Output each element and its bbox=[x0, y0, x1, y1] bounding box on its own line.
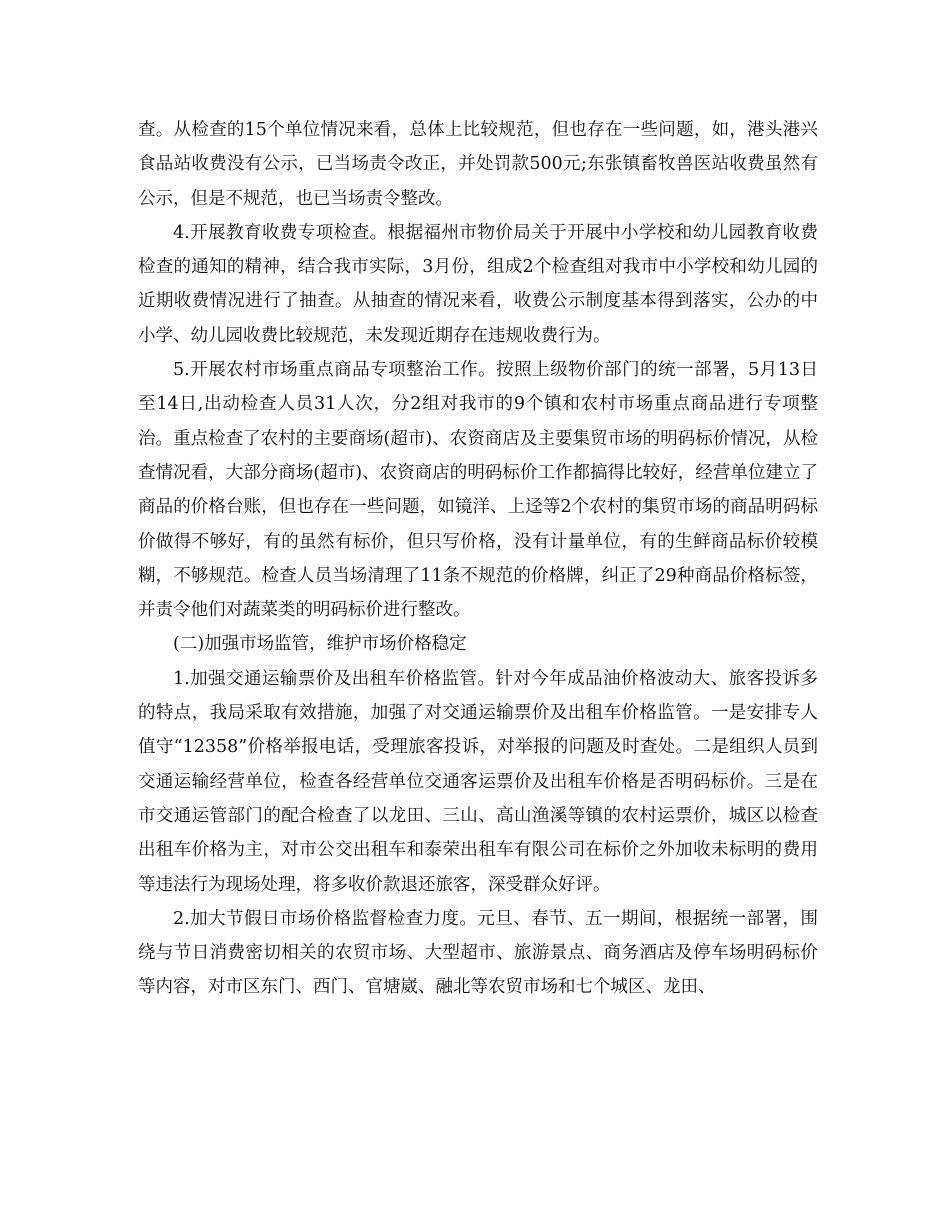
paragraph-1: 查。从检查的15个单位情况来看，总体上比较规范，但也存在一些问题，如，港头港兴食品站收费没有公示，已当场责令改正，并处罚款500元;东张镇畜牧兽医站收费虽然有公示，但是不规范，也已当场责令整改。 bbox=[138, 120, 818, 209]
document-body bbox=[138, 113, 818, 1005]
section-heading: (二)加强市场监管，维护市场价格稳定 bbox=[173, 634, 467, 655]
paragraph-5: 1.加强交通运输票价及出租车价格监管。针对今年成品油价格波动大、旅客投诉多的特点，我局采取有效措施，加强了对交通运输票价及出租车价格监管。一是安排专人值守“12358”价格举报电话，受理旅客投诉，对举报的问题及时查处。二是组织人员到交通运输经营单位，检查各经营单位交通客运票价及出租车价格是否明码标价。三是在市交通运管部门的配合检查了以龙田、三山、高山渔溪等镇的农村运票价，城区以检查出租车价格为主，对市公交出租车和泰荣出租车有限公司在标价之外加收未标明的费用等违法行为现场处理，将多收价款退还旅客，深受群众好评。 bbox=[138, 668, 818, 895]
paragraph-3: 5.开展农村市场重点商品专项整治工作。按照上级物价部门的统一部署，5月13日至14日,出动检查人员31人次，分2组对我市的9个镇和农村市场重点商品进行专项整治。重点检查了农村的主要商场(超市)、农资商店及主要集贸市场的明码标价情况，从检查情况看，大部分商场(超市)、农资商店的明码标价工作都搞得比较好，经营单位建立了商品的价格台账，但也存在一些问题，如镜洋、上迳等2个农村的集贸市场的商品明码标价做得不够好，有的虽然有标价，但只写价格，没有计量单位，有的生鲜商品标价较模糊，不够规范。检查人员当场清理了11条不规范的价格牌，纠正了29种商品价格标签，并责令他们对蔬菜类的明码标价进行整改。 bbox=[138, 360, 818, 621]
paragraph-2: 4.开展教育收费专项检查。根据福州市物价局关于开展中小学校和幼儿园教育收费检查的通知的精神，结合我市实际，3月份，组成2个检查组对我市中小学校和幼儿园的近期收费情况进行了抽查。从抽查的情况来看，收费公示制度基本得到落实，公办的中小学、幼儿园收费比较规范，未发现近期存在违规收费行为。 bbox=[138, 222, 818, 346]
paragraph-6: 2.加大节假日市场价格监督检查力度。元旦、春节、五一期间，根据统一部署，围绕与节日消费密切相关的农贸市场、大型超市、旅游景点、商务酒店及停车场明码标价等内容，对市区东门、西门、官塘崴、融北等农贸市场和七个城区、龙田、 bbox=[138, 908, 818, 998]
